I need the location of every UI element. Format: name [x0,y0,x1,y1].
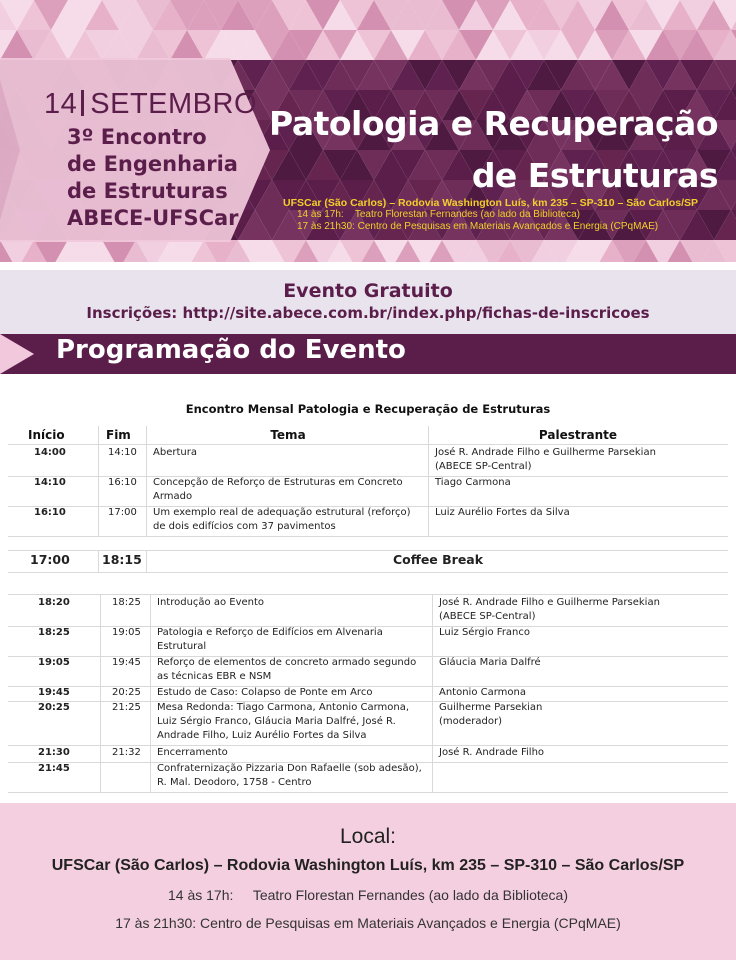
row-start: 19:05 [38,657,70,668]
page-title-line: de Estruturas [471,156,718,195]
row-speaker: Antonio Carmona [439,687,527,698]
row-end: 20:25 [112,687,141,698]
break-label: Coffee Break [392,552,484,567]
coffee-break-row [0,552,736,572]
table-row [0,762,736,792]
row-start: 18:25 [38,627,70,638]
event-edition-line: 3º Encontro [67,125,207,149]
page-title [269,98,718,202]
break-start: 17:00 [30,552,70,567]
header-topic: Tema [270,428,306,442]
row-end: 16:10 [108,477,137,488]
row-topic: Concepção de Reforço de Estruturas em Concreto Armado [153,477,403,502]
event-day: 14 [44,88,78,120]
table-row [0,626,736,656]
row-start: 21:30 [38,747,70,758]
table-row [0,656,736,686]
table-row [0,686,736,701]
row-end: 19:05 [112,627,141,638]
row-start: 20:25 [38,702,70,713]
banner-schedule-1 [283,209,723,221]
event-date [44,88,257,121]
location-schedule-1-place: Teatro Florestan Fernandes (ao lado da Biblioteca) [252,887,569,903]
row-speaker: Gláucia Maria Dalfré [439,657,541,668]
location-title: Local: [339,825,397,848]
row-start: 21:45 [38,763,70,774]
row-start: 14:00 [34,447,66,458]
row-start: 18:20 [38,597,70,608]
row-topic: Mesa Redonda: Tiago Carmona, Antonio Carmona, Luiz Sérgio Franco, Gláucia Maria Dalfré, José R. Andrade Filho, Luiz Aurélio Fortes da Silva [157,702,410,741]
table-row [0,506,736,536]
event-edition-line: ABECE-UFSCar [67,206,239,230]
table-row [0,476,736,506]
location-schedule-1-time: 14 às 17h: [167,887,234,903]
location-address: UFSCar (São Carlos) – Rodovia Washington Luís, km 235 – SP-310 – São Carlos/SP [51,857,685,874]
row-end: 18:25 [112,597,141,608]
row-speaker: Tiago Carmona [435,477,511,488]
banner-schedule-1-time: 14 às 17h: [297,209,344,220]
section-title: Programação do Evento [56,335,406,365]
row-topic: Patologia e Reforço de Edifícios em Alvenaria Estrutural [157,627,383,652]
free-event-box [0,270,736,334]
location-schedule-2: 17 às 21h30: Centro de Pesquisas em Materiais Avançados e Energia (CPqMAE) [115,915,621,931]
row-end: 17:00 [108,507,137,518]
row-end: 14:10 [108,447,137,458]
location-box [0,803,736,960]
row-speaker: José R. Andrade Filho e Guilherme Parsekian (ABECE SP-Central) [439,597,660,622]
date-divider [81,90,84,116]
row-end: 21:32 [112,747,141,758]
banner-location [283,197,723,233]
break-end: 18:15 [102,552,142,567]
table-row [0,701,736,745]
row-end: 19:45 [112,657,141,668]
banner-schedule-1-place: Teatro Florestan Fernandes (ao lado da Biblioteca) [354,209,580,220]
location-schedule-1 [0,887,736,903]
event-month: SETEMBRO [90,88,258,120]
row-speaker: Luiz Sérgio Franco [439,627,531,638]
row-topic: Reforço de elementos de concreto armado segundo as técnicas EBR e NSM [157,657,417,682]
table-row [0,746,736,761]
row-topic: Abertura [153,447,197,458]
banner-schedule-2: 17 às 21h30: Centro de Pesquisas em Materiais Avançados e Energia (CPqMAE) [297,221,659,232]
event-edition-line: de Estruturas [67,179,228,203]
row-start: 19:45 [38,687,70,698]
row-speaker: Guilherme Parsekian (moderador) [439,702,543,727]
event-edition [67,124,239,232]
arrow-icon [0,334,34,374]
row-end: 21:25 [112,702,141,713]
row-speaker: Luiz Aurélio Fortes da Silva [435,507,570,518]
header-speaker: Palestrante [538,428,618,442]
table-row [0,596,736,626]
registration-link[interactable]: Inscrições: http://site.abece.com.br/index.php/fichas-de-inscricoes [86,304,650,322]
row-topic: Um exemplo real de adequação estrutural (reforço) de dois edifícios com 37 pavimentos [153,507,411,532]
row-topic: Encerramento [157,747,228,758]
table-title: Encontro Mensal Patologia e Recuperação de Estruturas [185,402,551,416]
row-topic: Introdução ao Evento [157,597,265,608]
row-start: 14:10 [34,477,66,488]
page-title-line: Patologia e Recuperação [269,104,718,143]
section-header [0,334,736,374]
row-start: 16:10 [34,507,66,518]
event-edition-line: de Engenharia [67,152,238,176]
row-topic: Estudo de Caso: Colapso de Ponte em Arco [157,687,373,698]
header-end: Fim [106,428,131,442]
banner-address: UFSCar (São Carlos) – Rodovia Washington Luís, km 235 – SP-310 – São Carlos/SP [283,197,699,209]
table-header-row [0,426,736,444]
free-event-title: Evento Gratuito [283,280,453,302]
table-row [0,446,736,476]
row-speaker: José R. Andrade Filho [439,747,545,758]
header-start: Início [28,428,65,442]
row-topic: Confraternização Pizzaria Don Rafaelle (sob adesão), R. Mal. Deodoro, 1758 - Centro [157,763,422,788]
row-speaker: José R. Andrade Filho e Guilherme Parsekian (ABECE SP-Central) [435,447,656,472]
header-banner [0,0,736,262]
